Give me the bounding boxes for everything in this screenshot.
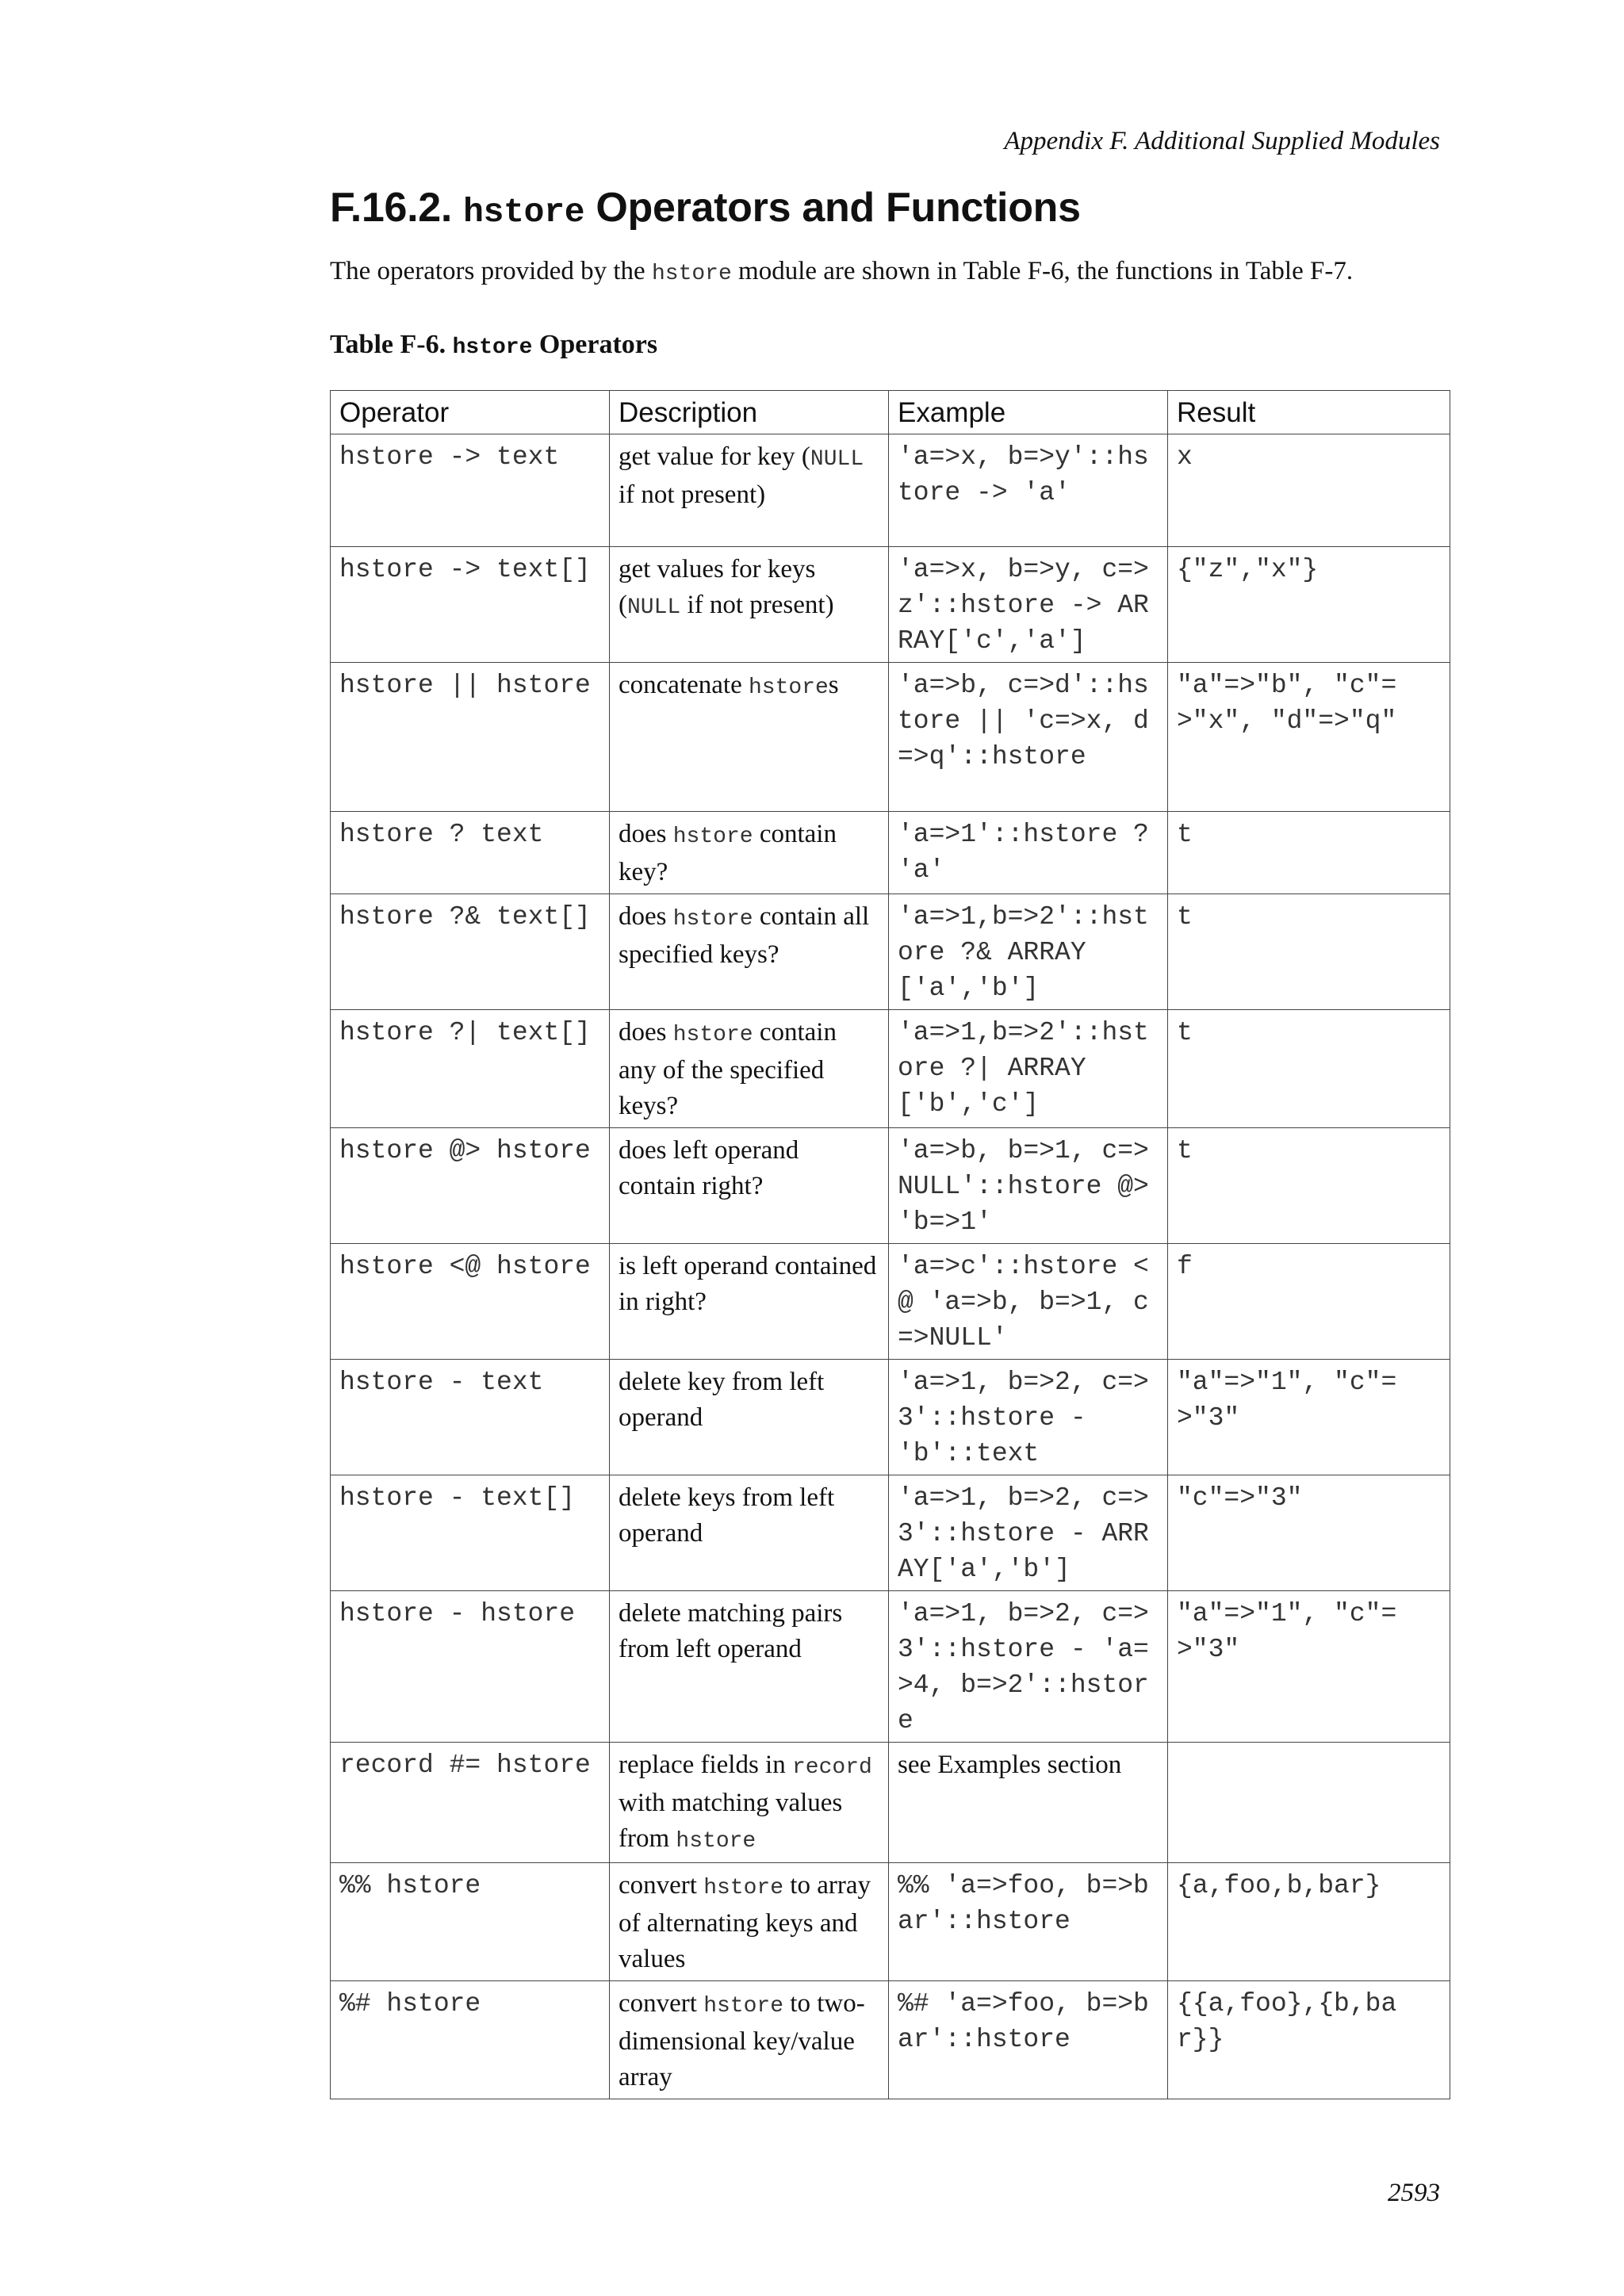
description-code: hstore bbox=[748, 675, 829, 700]
cell-operator: hstore - hstore bbox=[331, 1591, 610, 1743]
cell-result: x bbox=[1168, 434, 1450, 547]
cell-operator: %# hstore bbox=[331, 1981, 610, 2099]
cell-description bbox=[610, 1360, 889, 1475]
cell-example: 'a=>1, b=>2, c=>3'::hstore - 'a=>4, b=>2'::hstore bbox=[889, 1591, 1168, 1743]
table-body bbox=[331, 434, 1450, 2099]
description-code: hstore bbox=[703, 1876, 784, 1900]
description-text: convert bbox=[619, 1871, 704, 1900]
section-number: F.16.2. bbox=[330, 185, 453, 231]
header-description: Description bbox=[610, 391, 889, 434]
description-text: contain key? bbox=[619, 820, 837, 886]
description-code: record bbox=[791, 1755, 872, 1780]
description-text: if not present) bbox=[619, 480, 766, 509]
table-row bbox=[331, 1591, 1450, 1743]
description-text: does bbox=[619, 902, 673, 931]
cell-operator: hstore - text bbox=[331, 1360, 610, 1475]
table-row bbox=[331, 547, 1450, 663]
table-caption-rest: Operators bbox=[532, 330, 658, 359]
description-text: delete key from left operand bbox=[619, 1368, 825, 1432]
cell-example: see Examples section bbox=[889, 1743, 1168, 1863]
cell-result: "a"=>"1", "c"=>"3" bbox=[1168, 1591, 1450, 1743]
page-number: 2593 bbox=[1388, 2179, 1440, 2207]
cell-example: 'a=>x, b=>y, c=>z'::hstore -> ARRAY['c','a'] bbox=[889, 547, 1168, 663]
cell-description bbox=[610, 1128, 889, 1244]
cell-description bbox=[610, 894, 889, 1010]
table-row bbox=[331, 1475, 1450, 1591]
description-code: hstore bbox=[672, 825, 753, 849]
cell-result: f bbox=[1168, 1244, 1450, 1360]
table-row bbox=[331, 1360, 1450, 1475]
cell-example: 'a=>b, b=>1, c=>NULL'::hstore @> 'b=>1' bbox=[889, 1128, 1168, 1244]
cell-operator: hstore -> text bbox=[331, 434, 610, 547]
cell-example: 'a=>1, b=>2, c=>3'::hstore - 'b'::text bbox=[889, 1360, 1168, 1475]
cell-example: 'a=>1,b=>2'::hstore ?| ARRAY['b','c'] bbox=[889, 1010, 1168, 1128]
description-text: if not present) bbox=[680, 591, 834, 619]
intro-paragraph bbox=[330, 254, 1353, 292]
cell-result: {a,foo,b,bar} bbox=[1168, 1863, 1450, 1981]
description-text: contain all specified keys? bbox=[619, 902, 870, 969]
description-code: hstore bbox=[676, 1829, 756, 1854]
table-caption-label: Table F-6. bbox=[330, 330, 453, 359]
table-caption bbox=[330, 330, 657, 360]
description-text: contain any of the specified keys? bbox=[619, 1018, 837, 1120]
cell-description bbox=[610, 1863, 889, 1981]
table-row bbox=[331, 1128, 1450, 1244]
description-text: with matching values from bbox=[619, 1789, 843, 1853]
operators-table bbox=[330, 390, 1450, 2099]
cell-result: t bbox=[1168, 894, 1450, 1010]
description-text: convert bbox=[619, 1989, 704, 2018]
cell-description bbox=[610, 663, 889, 812]
description-text: concatenate bbox=[619, 671, 749, 699]
description-text: get value for key ( bbox=[619, 442, 810, 471]
header-result: Result bbox=[1168, 391, 1450, 434]
cell-result: "a"=>"b", "c"=>"x", "d"=>"q" bbox=[1168, 663, 1450, 812]
description-text: to array of alternating keys and values bbox=[619, 1871, 871, 1973]
table-row bbox=[331, 812, 1450, 894]
table-row bbox=[331, 1743, 1450, 1863]
description-text: is left operand contained in right? bbox=[619, 1252, 877, 1316]
cell-description bbox=[610, 434, 889, 547]
description-text: replace fields in bbox=[619, 1751, 792, 1779]
table-caption-code: hstore bbox=[452, 335, 533, 360]
description-text: s bbox=[828, 671, 839, 699]
table-row bbox=[331, 1863, 1450, 1981]
cell-result: t bbox=[1168, 1010, 1450, 1128]
section-title bbox=[330, 184, 1081, 232]
description-code: hstore bbox=[672, 1023, 753, 1047]
description-text: does left operand contain right? bbox=[619, 1136, 799, 1200]
description-text: get values for keys ( bbox=[619, 555, 816, 619]
table-row bbox=[331, 434, 1450, 547]
cell-operator: record #= hstore bbox=[331, 1743, 610, 1863]
cell-example: 'a=>c'::hstore <@ 'a=>b, b=>1, c=>NULL' bbox=[889, 1244, 1168, 1360]
cell-example: 'a=>1,b=>2'::hstore ?& ARRAY['a','b'] bbox=[889, 894, 1168, 1010]
cell-operator: hstore @> hstore bbox=[331, 1128, 610, 1244]
description-code: NULL bbox=[810, 447, 864, 472]
table-row bbox=[331, 1010, 1450, 1128]
description-text: delete keys from left operand bbox=[619, 1483, 835, 1548]
intro-text-1: The operators provided by the bbox=[330, 257, 652, 285]
cell-example: 'a=>1'::hstore ? 'a' bbox=[889, 812, 1168, 894]
table-row bbox=[331, 894, 1450, 1010]
description-code: NULL bbox=[627, 595, 681, 620]
cell-description bbox=[610, 1010, 889, 1128]
cell-result: "a"=>"1", "c"=>"3" bbox=[1168, 1360, 1450, 1475]
cell-description bbox=[610, 812, 889, 894]
cell-description bbox=[610, 1743, 889, 1863]
cell-description bbox=[610, 1591, 889, 1743]
cell-result: "c"=>"3" bbox=[1168, 1475, 1450, 1591]
table-header-row bbox=[331, 391, 1450, 434]
cell-operator: hstore ?| text[] bbox=[331, 1010, 610, 1128]
cell-description bbox=[610, 547, 889, 663]
description-text: delete matching pairs from left operand bbox=[619, 1599, 843, 1663]
cell-result: t bbox=[1168, 1128, 1450, 1244]
description-text: does bbox=[619, 820, 673, 848]
cell-result bbox=[1168, 1743, 1450, 1863]
table-row bbox=[331, 663, 1450, 812]
header-operator: Operator bbox=[331, 391, 610, 434]
cell-description bbox=[610, 1244, 889, 1360]
cell-operator: hstore <@ hstore bbox=[331, 1244, 610, 1360]
description-code: hstore bbox=[672, 907, 753, 932]
cell-example: %# 'a=>foo, b=>bar'::hstore bbox=[889, 1981, 1168, 2099]
intro-text-2: module are shown in Table F-6, the functions in Table F-7. bbox=[731, 257, 1354, 285]
cell-example: %% 'a=>foo, b=>bar'::hstore bbox=[889, 1863, 1168, 1981]
table-row bbox=[331, 1981, 1450, 2099]
cell-example: 'a=>b, c=>d'::hstore || 'c=>x, d=>q'::hstore bbox=[889, 663, 1168, 812]
cell-description bbox=[610, 1981, 889, 2099]
cell-operator: hstore || hstore bbox=[331, 663, 610, 812]
table-row bbox=[331, 1244, 1450, 1360]
cell-result: {{a,foo},{b,bar}} bbox=[1168, 1981, 1450, 2099]
intro-code: hstore bbox=[651, 262, 732, 286]
cell-result: t bbox=[1168, 812, 1450, 894]
section-title-rest: Operators and Functions bbox=[596, 185, 1081, 231]
running-header: Appendix F. Additional Supplied Modules bbox=[1004, 127, 1440, 155]
cell-result: {"z","x"} bbox=[1168, 547, 1450, 663]
description-text: does bbox=[619, 1018, 673, 1047]
description-code: hstore bbox=[703, 1994, 784, 2019]
cell-operator: %% hstore bbox=[331, 1863, 610, 1981]
description-text: to two-dimensional key/value array bbox=[619, 1989, 865, 2091]
cell-operator: hstore ? text bbox=[331, 812, 610, 894]
header-example: Example bbox=[889, 391, 1168, 434]
cell-example: 'a=>1, b=>2, c=>3'::hstore - ARRAY['a','b'] bbox=[889, 1475, 1168, 1591]
cell-description bbox=[610, 1475, 889, 1591]
cell-operator: hstore -> text[] bbox=[331, 547, 610, 663]
cell-operator: hstore ?& text[] bbox=[331, 894, 610, 1010]
cell-operator: hstore - text[] bbox=[331, 1475, 610, 1591]
cell-example: 'a=>x, b=>y'::hstore -> 'a' bbox=[889, 434, 1168, 547]
section-title-code: hstore bbox=[463, 193, 585, 232]
